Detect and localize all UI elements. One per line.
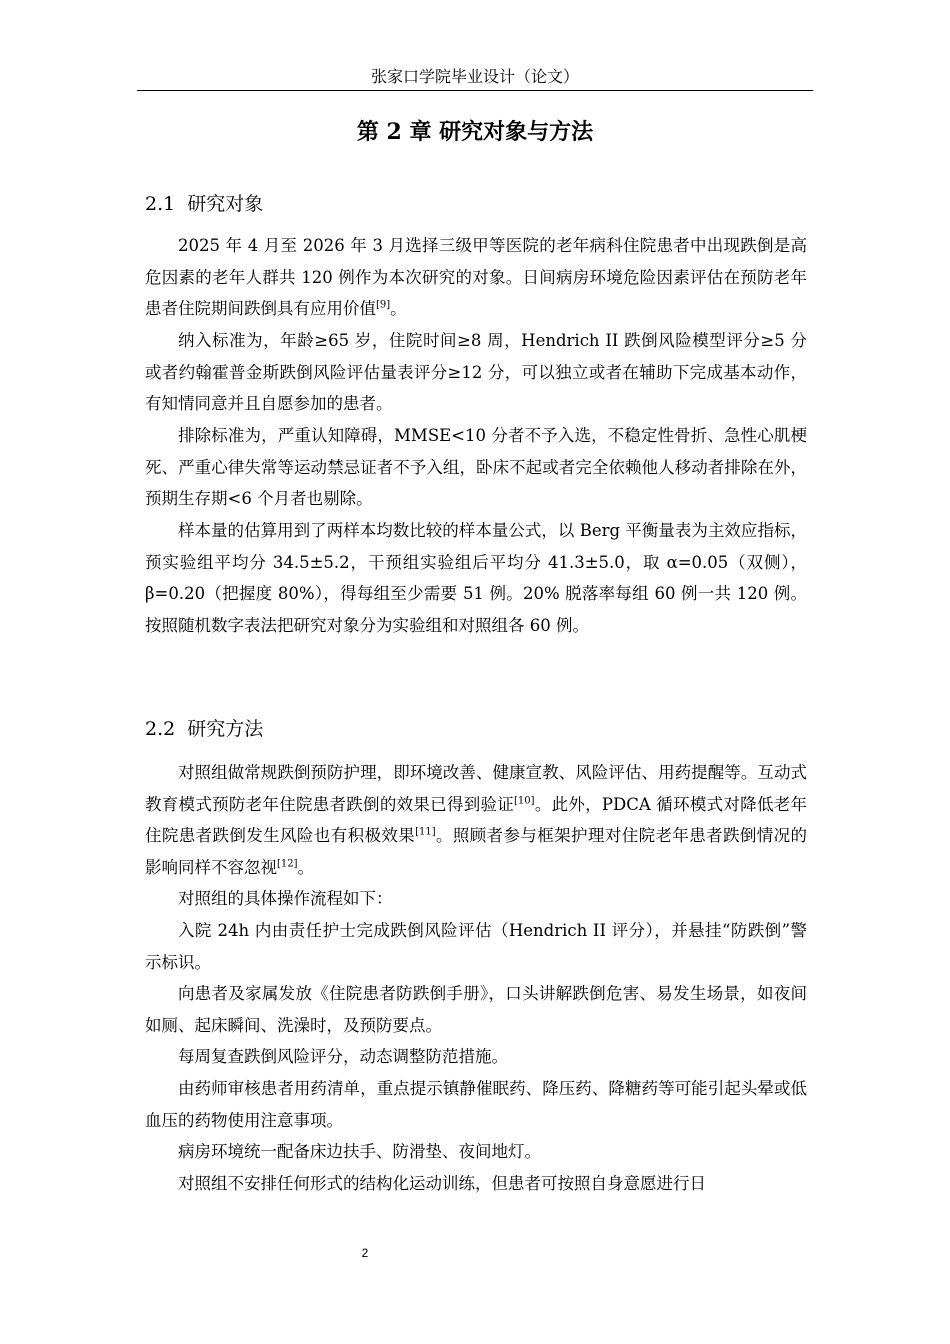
- paragraph: 入院 24h 内由责任护士完成跌倒风险评估（Hendrich II 评分），并悬挂“防跌倒”警示标识。: [145, 921, 807, 972]
- section-number: 2.1: [145, 193, 176, 215]
- paragraph: 向患者及家属发放《住院患者防跌倒手册》，口头讲解跌倒危害、易发生场景，如夜间如厕、起床瞬间、洗澡时，及预防要点。: [145, 984, 807, 1035]
- paragraph: [145, 230, 807, 325]
- paragraph-tail: 。: [297, 857, 315, 877]
- header-divider: [137, 90, 813, 91]
- citation: [12]: [277, 858, 298, 869]
- paragraph-text: 对照组做常规跌倒预防护理，即环境改善、健康宣教、风险评估、用药提醒等。互动式教育模式预防老年住院患者跌倒的效果已得到验证: [145, 763, 807, 814]
- chapter-title: 第 2 章 研究对象与方法: [356, 119, 594, 145]
- section-title: 研究对象: [187, 193, 264, 215]
- paragraph: 由药师审核患者用药清单，重点提示镇静催眠药、降压药、降糖药等可能引起头晕或低血压的药物使用注意事项。: [145, 1079, 807, 1130]
- citation: [9]: [376, 299, 391, 311]
- section-heading-2-2: [145, 715, 263, 743]
- paragraph-text: 。照顾者参与框架护理对住院老年患者跌倒情况的影响同样不容忽视: [145, 826, 808, 877]
- paragraph: 样本量的估算用到了两样本均数比较的样本量公式，以 Berg 平衡量表为主效应指标，预实验组平均分 34.5±5.2，干预组实验组后平均分 41.3±5.0，取 α=0.05（双侧），β=0.20（把握度 80%），得每组至少需要 51 例。20% 脱落率每组 60 例一共 120 例。按照随机数字表法把研究对象分为实验组和对照组各 60 例。: [145, 521, 807, 635]
- paragraph: [145, 757, 807, 883]
- paragraph: 病房环境统一配备床边扶手、防滑垫、夜间地灯。: [178, 1142, 541, 1161]
- paragraph: 排除标准为，严重认知障碍，MMSE<10 分者不予入选，不稳定性骨折、急性心肌梗死、严重心律失常等运动禁忌证者不予入组，卧床不起或者完全依赖他人移动者排除在外，预期生存期<6 个月者也剔除。: [145, 426, 807, 508]
- citation: [10]: [514, 795, 535, 806]
- paragraph-text: 2025 年 4 月至 2026 年 3 月选择三级甲等医院的老年病科住院患者中出现跌倒是高危因素的老年人群共 120 例作为本次研究的对象。日间病房环境危险因素评估在预防老年患者住院期间跌倒具有应用价值: [145, 236, 807, 318]
- paragraph: 纳入标准为，年龄≥65 岁，住院时间≥8 周，Hendrich II 跌倒风险模型评分≥5 分或者约翰霍普金斯跌倒风险评估量表评分≥12 分，可以独立或者在辅助下完成基本动作，有知情同意并且自愿参加的患者。: [145, 331, 807, 413]
- section-number: 2.2: [145, 718, 176, 740]
- paragraph: 对照组不安排任何形式的结构化运动训练，但患者可按照自身意愿进行日: [178, 1174, 706, 1193]
- section-heading-2-1: [145, 190, 263, 218]
- page-header: 张家口学院毕业设计（论文）: [370, 67, 579, 86]
- paragraph-tail: 。: [390, 299, 407, 318]
- paragraph: 对照组的具体操作流程如下：: [178, 889, 393, 908]
- page-number: 2: [361, 1246, 369, 1260]
- citation: [11]: [415, 826, 436, 838]
- section-title: 研究方法: [187, 718, 264, 740]
- paragraph: 每周复查跌倒风险评分，动态调整防范措施。: [178, 1047, 508, 1066]
- paragraph-text: 。此外，PDCA 循环模式对降低老年住院患者跌倒发生风险也有积极效果: [145, 794, 807, 845]
